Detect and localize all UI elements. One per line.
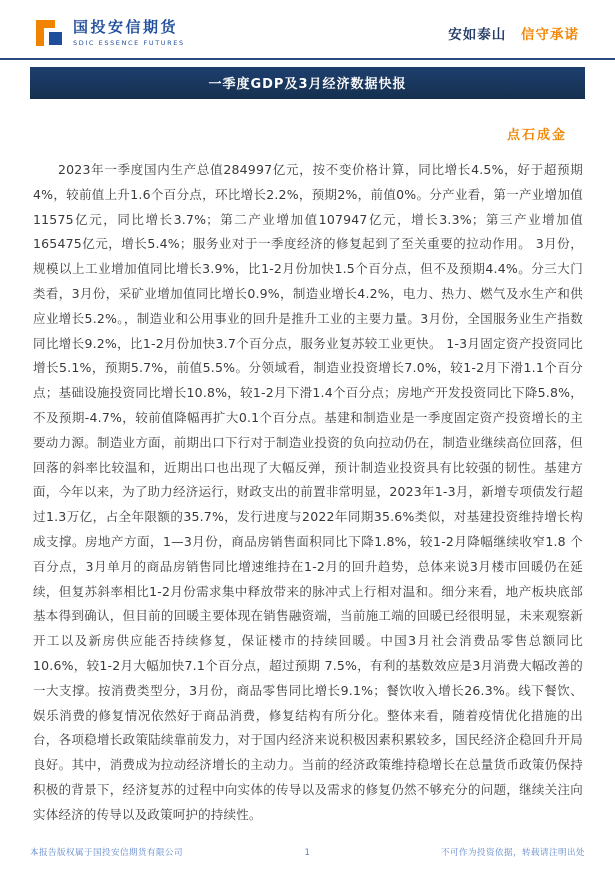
report-body-paragraph: 2023年一季度国内生产总值284997亿元，按不变价格计算，同比增长4.5%，好于超预期4%，较前值上升1.6个百分点，环比增长2.2%，预期2%，前值0%。分产业看，第一产业增加值11575亿元，同比增长3.7%；第二产业增加值107947亿元，增长3.3%；第三产业增加值165475亿元，增长5.4%；服务业对于一季度经济的修复起到了至关重要的拉动作用。 3月份，规模以上工业增加值同比增长3.9%，比1-2月份加快1.5个百分点，但不及预期4.4%。分三大门类看，3月份，采矿业增加值同比增长0.9%，制造业增长4.2%，电力、热力、燃气及水生产和供应业增长5.2%。，制造业和公用事业的回升是推升工业的主要力量。3月份，全国服务业生产指数同比增长9.2%，比1-2月份加快3.7个百分点，服务业复苏较工业更快。 1-3月固定资产投资同比增长5.1%，预期5.7%，前值5.5%。分领域看，制造业投资增长7.0%，较1-2月下滑1.1个百分点；基础设施投资同比增长10.8%，较1-2月下滑1.4个百分点；房地产开发投资同比下降5.8%，不及预期-4.7%，较前值降幅再扩大0.1个百分点。基建和制造业是一季度固定资产投资增长的主要动力源。制造业方面，前期出口下行对于制造业投资的负向拉动仍在，制造业继续高位回落，但回落的斜率比较温和，近期出口也出现了大幅反弹，预计制造业投资具有比较强的韧性。基建方面，今年以来，为了助力经济运行，财政支出的前置非常明显，2023年1-3月，新增专项债发行超过1.3万亿，占全年限额的35.7%，发行进度与2022年同期35.6%类似，对基建投资维持增长构成支撑。房地产方面，1—3月份，商品房销售面积同比下降1.8%，较1-2月降幅继续收窄1.8 个百分点，3月单月的商品房销售同比增速维持在1-2月的回升趋势，总体来说3月楼市回暖仍在延续，但复苏斜率相比1-2月份需求集中释放带来的脉冲式上行相对温和。细分来看，地产板块底部基本得到确认，但目前的回暖主要体现在销售融资端，当前施工端的回暖已经很明显，未来观察新开工以及新房供应能否持续修复，保证楼市的持续回暖。中国3月社会消费品零售总额同比 10.6%，较1-2月大幅加快7.1个百分点，超过预期 7.5%，有利的基数效应是3月消费大幅改善的一大支撑。按消费类型分，3月份，商品零售同比增长9.1%；餐饮收入增长26.3%。线下餐饮、娱乐消费的修复情况依然好于商品消费，修复结构有所分化。整体来看，随着疫情优化措施的出台，各项稳增长政策陆续靠前发力，对于国内经济来说积极因素积累较多，国民经济企稳回升开局良好。其中，消费成为拉动经济增长的主动力。当前的经济政策维持稳增长在总量货币政策仍保持积极的背景下，经济复苏的过程中向实体的传导以及需求的修复仍然不够充分的问题，继续关注向实体经济的传导以及政策呵护的持续性。 xyxy=(33,162,583,822)
header-slogan xyxy=(448,23,579,43)
page-number: 1 xyxy=(304,848,311,858)
page-footer xyxy=(30,846,585,858)
footer-disclaimer: 不可作为投资依据，转载请注明出处 xyxy=(441,848,586,858)
report-title: 一季度GDP及3月经济数据快报 xyxy=(208,77,407,92)
company-logo xyxy=(34,18,185,48)
slogan-part-orange: 信守承诺 xyxy=(521,27,579,43)
column-label: 点石成金 xyxy=(506,128,567,143)
company-logo-text xyxy=(73,19,185,47)
slogan-part-blue: 安如泰山 xyxy=(448,27,507,43)
header-divider xyxy=(0,58,615,60)
report-title-banner xyxy=(30,67,585,99)
footer-copyright: 本报告版权属于国投安信期货有限公司 xyxy=(30,848,184,858)
company-name-cn: 国投安信期货 xyxy=(73,18,179,37)
company-name-en: SDIC ESSENCE FUTURES xyxy=(73,38,185,47)
page-header xyxy=(0,0,615,58)
company-logo-icon xyxy=(34,18,66,48)
report-main xyxy=(0,158,615,828)
